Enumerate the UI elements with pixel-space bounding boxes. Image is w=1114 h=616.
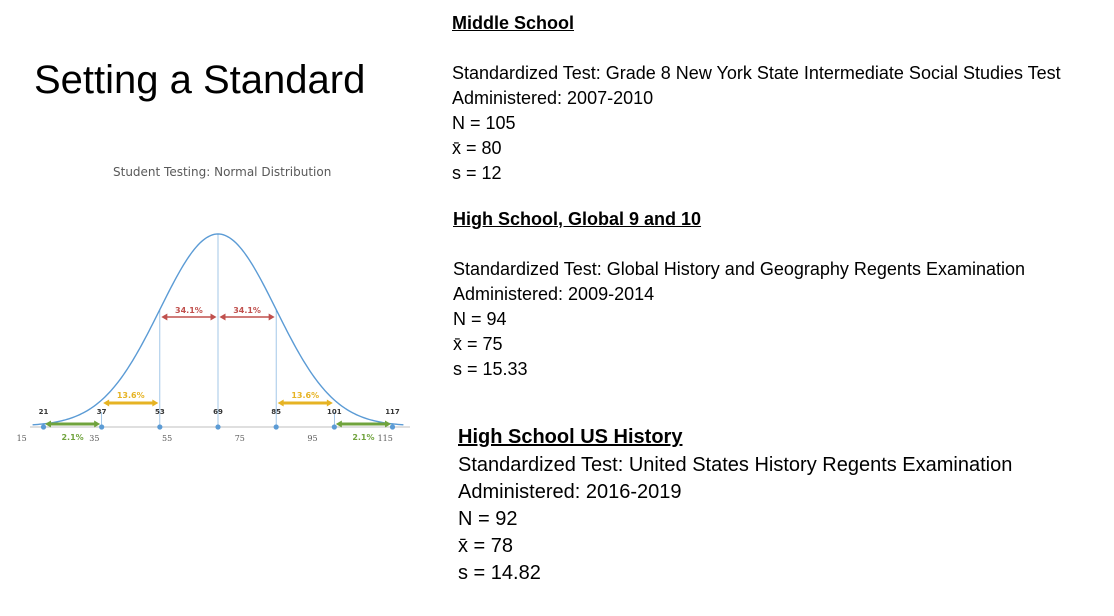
- marker-point: [274, 424, 279, 429]
- section-middle-school: [452, 10, 1061, 186]
- section-heading: High School US History: [458, 426, 683, 448]
- test-name: Standardized Test: Grade 8 New York State Intermediate Social Studies Test: [452, 63, 1061, 83]
- sample-size: N = 105: [452, 113, 516, 133]
- slide-title: Setting a Standard: [34, 58, 366, 102]
- band-percent-label: 34.1%: [233, 306, 261, 315]
- band-arrow-head-left: [220, 314, 226, 321]
- marker-point-label: 117: [385, 408, 400, 416]
- marker-point: [41, 424, 46, 429]
- section-heading: High School, Global 9 and 10: [453, 209, 702, 229]
- normal-distribution-chart: [0, 190, 430, 460]
- x-tick-label: 75: [234, 434, 245, 443]
- x-tick-label: 15: [16, 434, 27, 443]
- marker-point-label: 37: [96, 408, 107, 416]
- marker-point: [390, 424, 395, 429]
- band-arrow-head-right: [211, 314, 217, 321]
- x-tick-label: 115: [377, 434, 393, 443]
- x-tick-label: 55: [162, 434, 173, 443]
- marker-point: [157, 424, 162, 429]
- band-arrow-head-left: [103, 400, 109, 407]
- marker-point-label: 69: [213, 408, 223, 416]
- band-arrow-head-right: [327, 400, 333, 407]
- test-name: Standardized Test: United States History Regents Examination: [458, 454, 1013, 476]
- marker-point-label: 101: [327, 408, 342, 416]
- marker-point: [332, 424, 337, 429]
- standard-deviation: s = 15.33: [453, 359, 528, 379]
- sample-mean: x̄ = 80: [452, 138, 502, 158]
- marker-point-label: 85: [271, 408, 282, 416]
- section-global-history: [453, 206, 1025, 382]
- section-heading: Middle School: [452, 13, 575, 33]
- administered-years: Administered: 2009-2014: [453, 284, 655, 304]
- marker-point-label: 53: [154, 408, 165, 416]
- x-tick-label: 95: [307, 434, 318, 443]
- band-arrow-head-right: [152, 400, 158, 407]
- band-percent-label: 34.1%: [175, 306, 203, 315]
- administered-years: Administered: 2016-2019: [458, 481, 682, 503]
- standard-deviation: s = 12: [452, 163, 502, 183]
- band-arrow-head-left: [278, 400, 284, 407]
- band-percent-label: 2.1%: [61, 433, 84, 442]
- test-name: Standardized Test: Global History and Geography Regents Examination: [453, 259, 1025, 279]
- band-percent-label: 2.1%: [352, 433, 375, 442]
- marker-point: [99, 424, 104, 429]
- band-percent-label: 13.6%: [291, 391, 320, 400]
- section-us-history: [458, 423, 1012, 587]
- standard-deviation: s = 14.82: [458, 562, 541, 584]
- band-arrow-head-left: [161, 314, 167, 321]
- marker-point: [215, 424, 220, 429]
- chart-title: Student Testing: Normal Distribution: [113, 165, 332, 179]
- band-arrow-head-right: [269, 314, 275, 321]
- sample-mean: x̄ = 75: [453, 334, 503, 354]
- x-tick-label: 35: [89, 434, 100, 443]
- administered-years: Administered: 2007-2010: [452, 88, 654, 108]
- sample-mean: x̄ = 78: [458, 535, 514, 557]
- sample-size: N = 92: [458, 508, 518, 530]
- marker-point-label: 21: [38, 408, 49, 416]
- band-percent-label: 13.6%: [116, 391, 145, 400]
- sample-size: N = 94: [453, 309, 507, 329]
